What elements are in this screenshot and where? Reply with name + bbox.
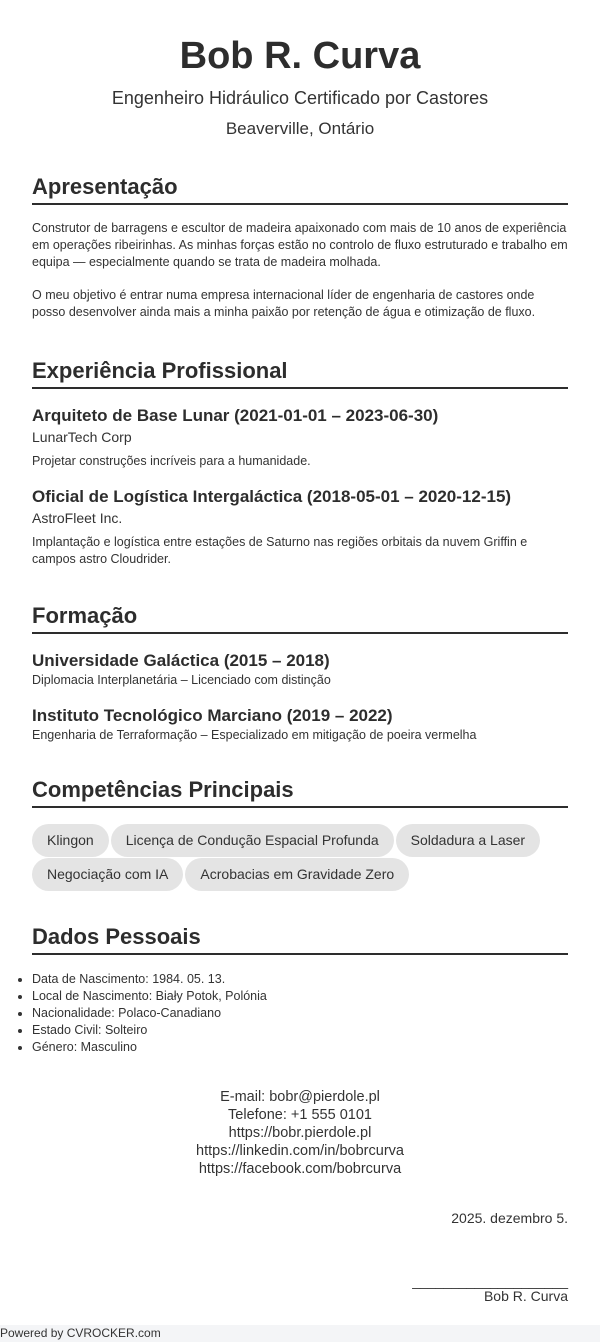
experience-section xyxy=(32,357,568,568)
skill-tag: Klingon xyxy=(32,824,109,857)
job-description: Implantação e logística entre estações de Saturno nas regiões orbitais da nuvem Griffin e campos astro Cloudrider. xyxy=(32,535,528,566)
contact-facebook-link[interactable]: https://facebook.com/bobrcurva xyxy=(198,1161,402,1177)
personal-heading: Dados Pessoais xyxy=(32,923,568,955)
footer-credit[interactable]: Powered by CVROCKER.com xyxy=(0,1325,600,1342)
education-section xyxy=(32,602,568,743)
contact-block xyxy=(32,1088,568,1178)
personal-item: Local de Nascimento: Biały Potok, Polónia xyxy=(32,988,568,1005)
skills-list xyxy=(32,824,568,891)
summary-section xyxy=(32,173,568,321)
summary-heading: Apresentação xyxy=(32,173,568,205)
contact-email[interactable]: E-mail: bobr@pierdole.pl xyxy=(220,1089,380,1105)
job-description: Projetar construções incríveis para a humanidade. xyxy=(32,454,311,468)
education-entry xyxy=(32,650,568,688)
contact-phone[interactable]: Telefone: +1 555 0101 xyxy=(228,1107,372,1123)
personal-item: Data de Nascimento: 1984. 05. 13. xyxy=(32,971,568,988)
contact-website-link[interactable]: https://bobr.pierdole.pl xyxy=(228,1125,372,1141)
education-heading: Formação xyxy=(32,602,568,634)
education-title: Instituto Tecnológico Marciano (2019 – 2022) xyxy=(32,706,393,725)
personal-item: Nacionalidade: Polaco-Canadiano xyxy=(32,1005,568,1022)
skill-tag: Negociação com IA xyxy=(32,858,183,891)
skills-heading: Competências Principais xyxy=(32,776,568,808)
job-company: AstroFleet Inc. xyxy=(32,510,123,526)
job-company: LunarTech Corp xyxy=(32,429,132,445)
job-title: Oficial de Logística Intergaláctica (2018-05-01 – 2020-12-15) xyxy=(32,487,512,506)
education-description: Engenharia de Terraformação – Especializado em mitigação de poeira vermelha xyxy=(32,728,477,742)
summary-paragraph: Construtor de barragens e escultor de madeira apaixonado com mais de 10 anos de experiência em operações ribeirinhas. As minhas forças estão no controlo de fluxo estruturado e trabalho em equipa — especialmente quando se trata de madeira molhada. xyxy=(32,221,568,269)
skill-tag: Acrobacias em Gravidade Zero xyxy=(185,858,409,891)
personal-list xyxy=(32,971,568,1056)
signature-name: Bob R. Curva xyxy=(483,1288,568,1304)
personal-item: Género: Masculino xyxy=(32,1039,568,1056)
personal-section xyxy=(32,923,568,1056)
resume-name: Bob R. Curva xyxy=(179,35,421,77)
contact-linkedin-link[interactable]: https://linkedin.com/in/bobrcurva xyxy=(196,1143,404,1159)
signature-line: ____________________ xyxy=(412,1273,568,1289)
personal-item: Estado Civil: Solteiro xyxy=(32,1022,568,1039)
experience-heading: Experiência Profissional xyxy=(32,357,568,389)
education-description: Diplomacia Interplanetária – Licenciado com distinção xyxy=(32,673,331,687)
skill-tag: Soldadura a Laser xyxy=(396,824,540,857)
summary-paragraph: O meu objetivo é entrar numa empresa internacional líder de engenharia de castores onde posso desenvolver ainda mais a minha paixão por retenção de água e otimização de fluxo. xyxy=(32,288,536,319)
signature-date: 2025. dezembro 5. xyxy=(451,1210,568,1226)
resume-location: Beaverville, Ontário xyxy=(225,119,375,138)
job-title: Arquiteto de Base Lunar (2021-01-01 – 2023-06-30) xyxy=(32,406,439,425)
education-title: Universidade Galáctica (2015 – 2018) xyxy=(32,651,330,670)
skill-tag: Licença de Condução Espacial Profunda xyxy=(111,824,394,857)
education-entry xyxy=(32,705,568,743)
resume-headline: Engenheiro Hidráulico Certificado por Castores xyxy=(111,88,489,108)
job-entry xyxy=(32,486,568,568)
skills-section xyxy=(32,776,568,891)
job-entry xyxy=(32,405,568,470)
